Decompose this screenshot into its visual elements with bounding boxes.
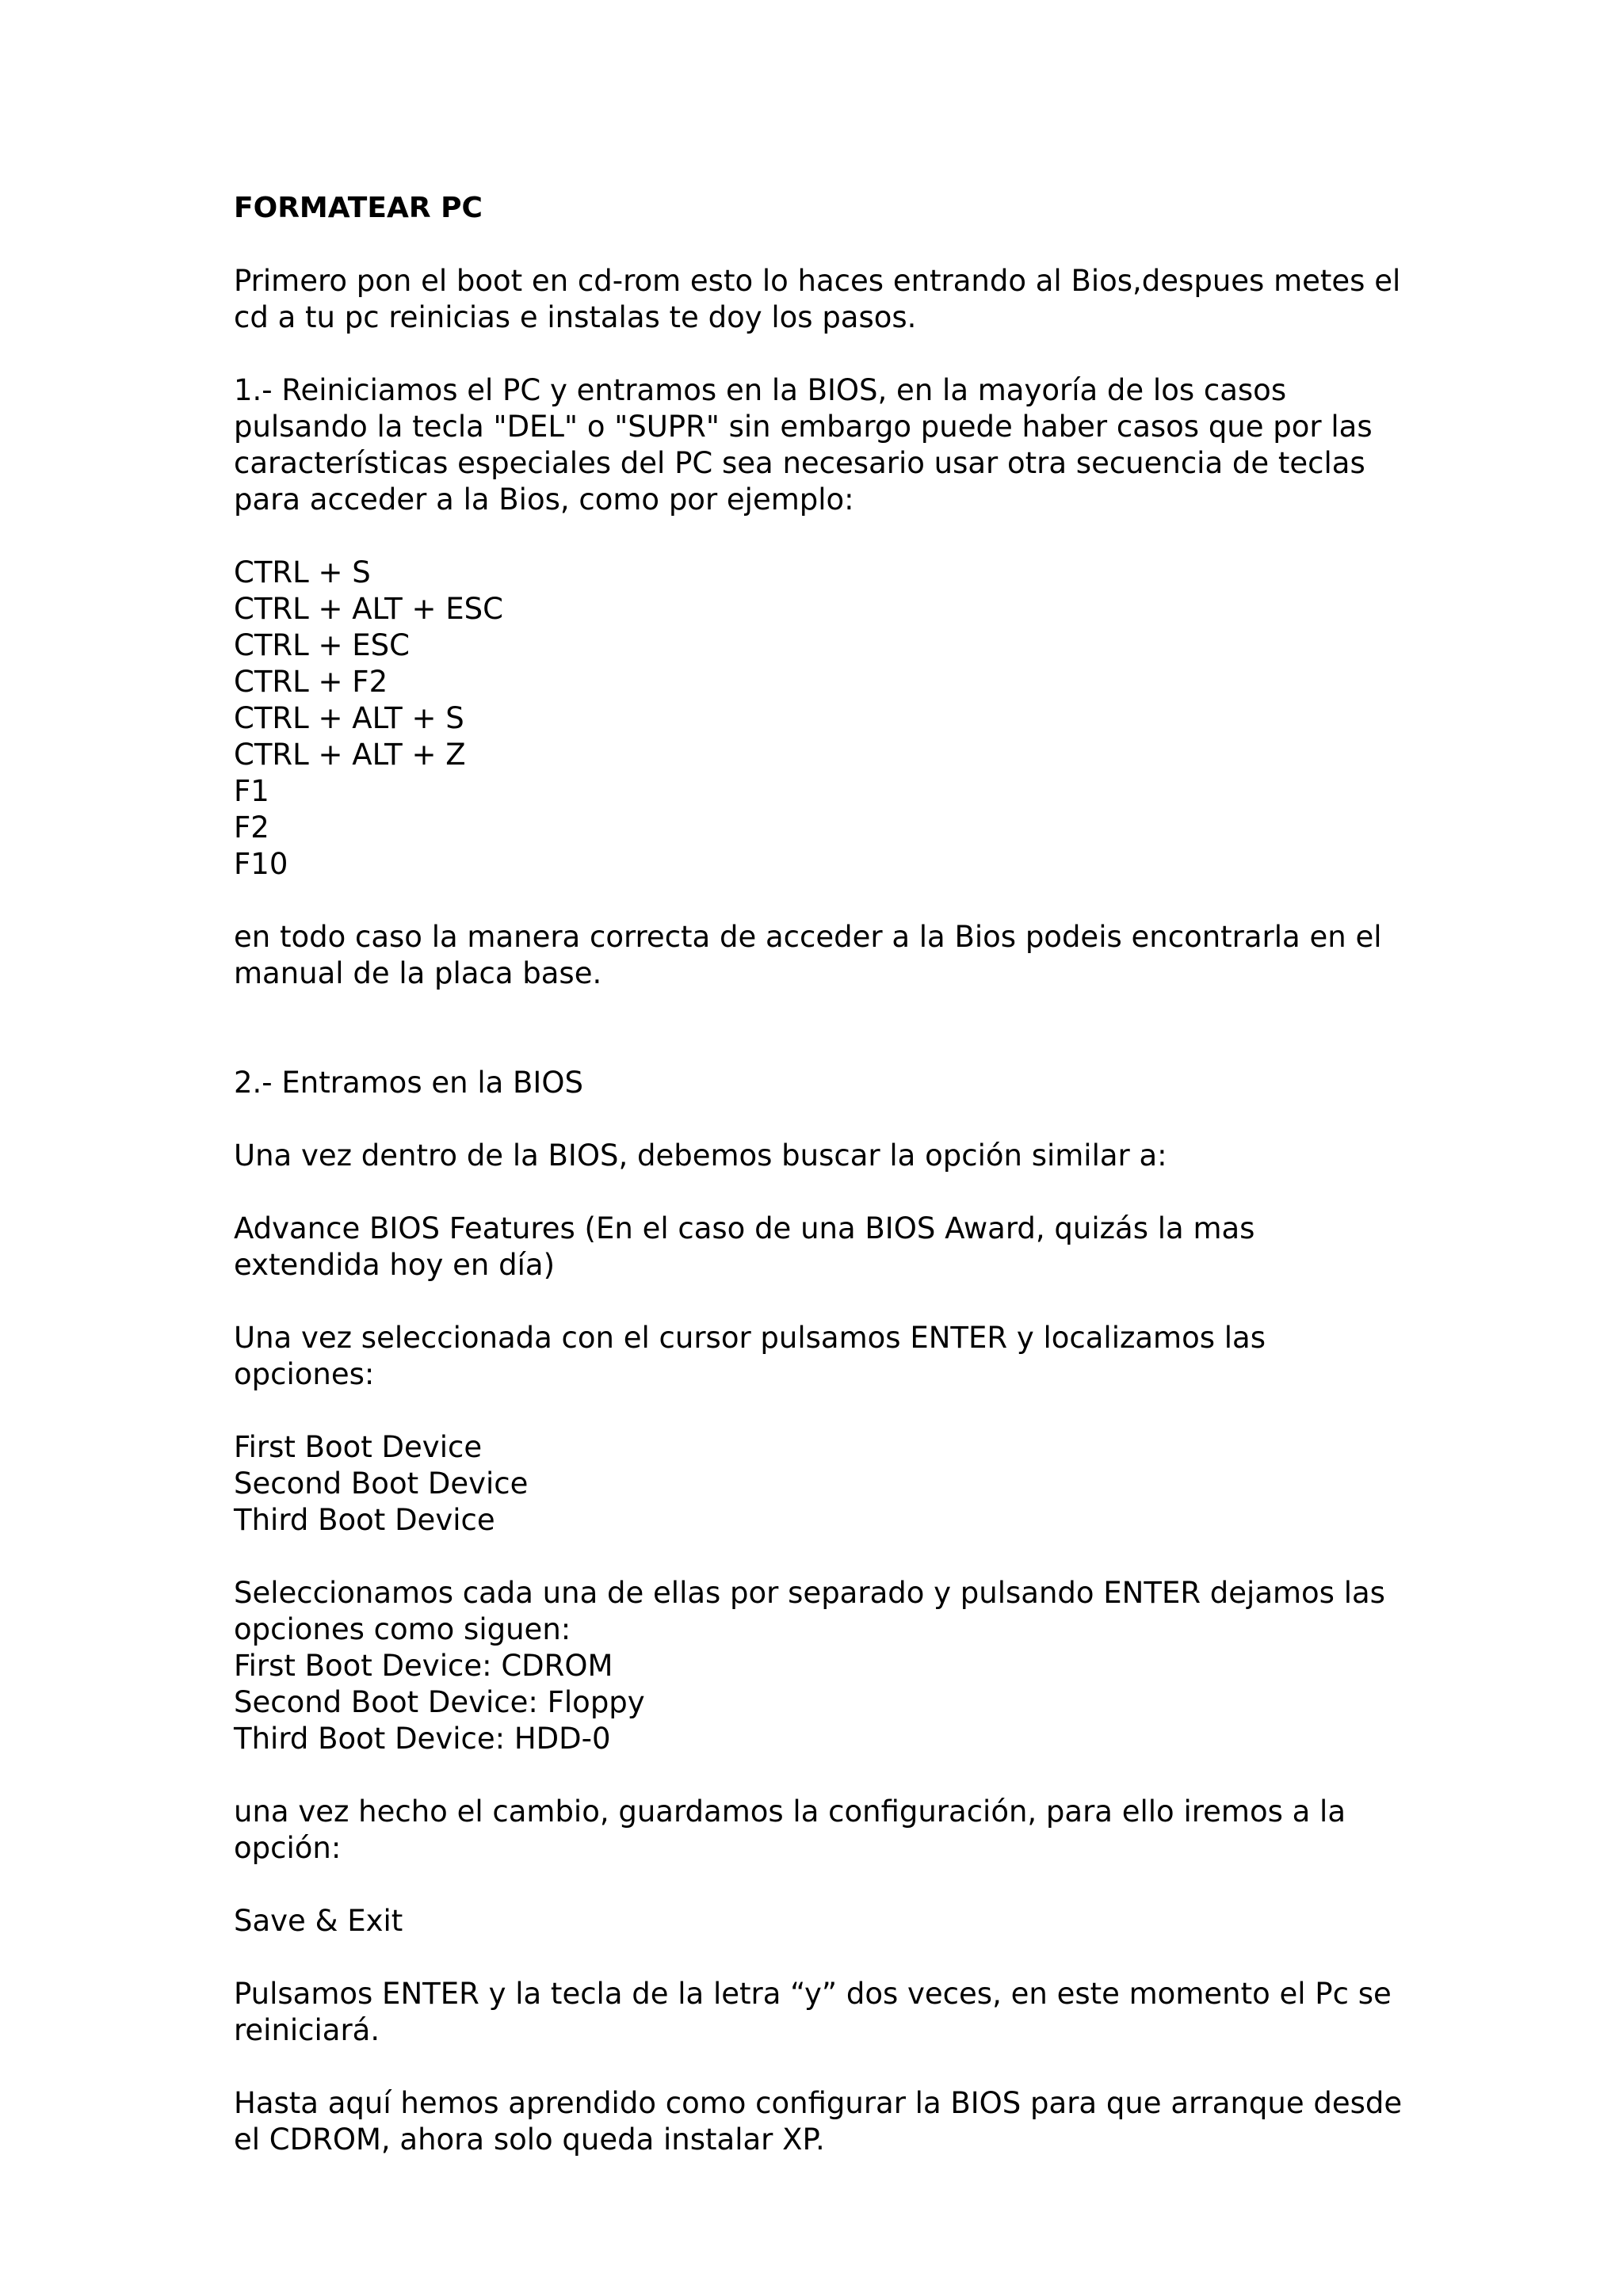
conclusion-paragraph: Hasta aquí hemos aprendido como configurar la BIOS para que arranque desde el CDROM, ahora solo queda instalar XP. (234, 2086, 1411, 2157)
boot-settings-list (234, 1648, 1407, 1757)
key-combo-item: CTRL + ALT + ESC (234, 592, 503, 626)
document-title: FORMATEAR PC (234, 192, 483, 224)
boot-setting-item: Third Boot Device: HDD-0 (234, 1722, 611, 1756)
advance-features-paragraph: Advance BIOS Features (En el caso de una BIOS Award, quizás la mas extendida hoy en día) (234, 1211, 1265, 1282)
boot-device-item: First Boot Device (234, 1430, 483, 1464)
manual-note-paragraph: en todo caso la manera correcta de acceder a la Bios podeis encontrarla en el manual de la placa base. (234, 920, 1392, 990)
step-1-paragraph: 1.- Reiniciamos el PC y entramos en la BIOS, en la mayoría de los casos pulsando la tecla "DEL" o "SUPR" sin embargo puede haber casos que por las características especiales del PC sea necesario usar otra secuencia de teclas para acceder a la Bios, como por ejemplo: (234, 373, 1382, 517)
key-combo-list (234, 555, 1407, 883)
boot-device-item: Third Boot Device (234, 1503, 495, 1537)
document-page (234, 190, 1411, 2195)
boot-device-list (234, 1429, 1407, 1539)
save-exit-option: Save & Exit (234, 1904, 403, 1938)
key-combo-item: CTRL + F2 (234, 665, 388, 699)
press-enter-paragraph: Pulsamos ENTER y la tecla de la letra “y” dos veces, en este momento el Pc se reiniciará. (234, 1977, 1401, 2047)
key-combo-item: F2 (234, 810, 269, 845)
key-combo-item: CTRL + ALT + S (234, 701, 464, 735)
key-combo-item: CTRL + S (234, 555, 371, 589)
key-combo-item: CTRL + ESC (234, 628, 410, 662)
selected-enter-paragraph: Una vez seleccionada con el cursor pulsamos ENTER y localizamos las opciones: (234, 1321, 1275, 1391)
save-config-paragraph: una vez hecho el cambio, guardamos la configuración, para ello iremos a la opción: (234, 1794, 1355, 1865)
key-combo-item: CTRL + ALT + Z (234, 738, 466, 772)
inside-bios-paragraph: Una vez dentro de la BIOS, debemos buscar la opción similar a: (234, 1138, 1167, 1173)
step-2-heading: 2.- Entramos en la BIOS (234, 1066, 583, 1100)
boot-setting-item: First Boot Device: CDROM (234, 1649, 613, 1683)
boot-device-item: Second Boot Device (234, 1466, 529, 1501)
select-each-paragraph: Seleccionamos cada una de ellas por separado y pulsando ENTER dejamos las opciones como siguen: (234, 1576, 1385, 1646)
boot-setting-item: Second Boot Device: Floppy (234, 1685, 645, 1719)
key-combo-item: F1 (234, 774, 269, 808)
key-combo-item: F10 (234, 847, 288, 881)
intro-paragraph: Primero pon el boot en cd-rom esto lo haces entrando al Bios,despues metes el cd a tu pc reinicias e instalas te doy los pasos. (234, 264, 1410, 334)
